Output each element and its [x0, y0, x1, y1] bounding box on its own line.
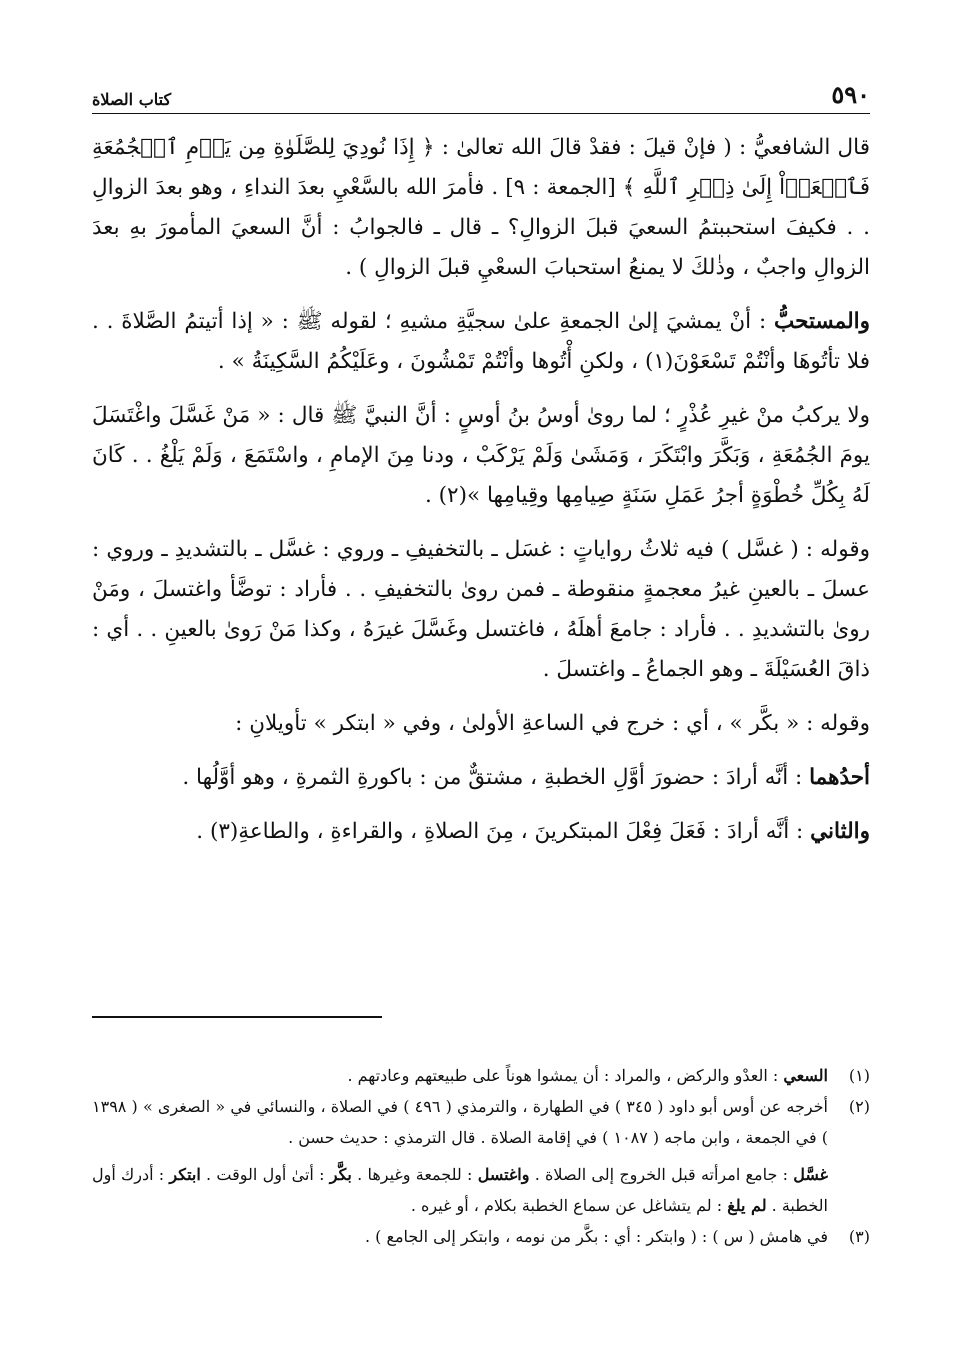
gloss-block: غسَّل : جامع امرأته قبل الخروج إلى الصلاة . واغتسل : للجمعة وغيرها . بكَّر : أتىٰ أول الوقت . ابتكر : أدرك أول الخطبة . لم يلغ : لم يتشاغل عن سماع الخطبة بكلام ، أو غيره .: [92, 1165, 829, 1215]
footnote: (٢) أخرجه عن أوس أبو داود ( ٣٤٥ ) في الطهارة ، والترمذي ( ٤٩٦ ) في الصلاة ، والنسائي في « الصغرى » ( ١٣٩٨ ) في الجمعة ، وابن ماجه ( ١٠٨٧ ) في إقامة الصلاة . قال الترمذي : حديث حسن .: [92, 1097, 870, 1147]
paragraph: والثاني : أنَّه أرادَ : فَعَلَ فِعْلَ المبتكرينَ ، مِنَ الصلاةِ ، والقراءةِ ، والطاعةِ(٣) .: [196, 819, 870, 844]
main-text: [92, 128, 870, 866]
paragraph: وقوله : « بكَّر » ، أي : خرج في الساعةِ الأولىٰ ، وفي « ابتكر » تأويلانِ :: [235, 711, 870, 736]
paragraph: قال الشافعيُّ : ( فإنْ قيلَ : فقدْ قالَ الله تعالىٰ : ﴿ إِذَا نُودِيَ لِلصَّلَوٰةِ مِن يَوۡمِ ٱلۡجُمُعَةِ فَٱسۡعَوۡاْ إِلَىٰ ذِكۡرِ ٱللَّهِ ﴾ [الجمعة : ٩] . فأمرَ الله بالسَّعْيِ بعدَ النداءِ ، وهو بعدَ الزوالِ . . فكيفَ استحببتمُ السعيَ قبلَ الزوالِ؟ ـ قال ـ فالجوابُ : أنَّ السعيَ المأمورَ بهِ بعدَ الزوالِ واجبٌ ، وذٰلكَ لا يمنعُ استحبابَ السعْيِ قبلَ الزوالِ ) .: [92, 135, 871, 280]
footnote-separator: [92, 1016, 382, 1018]
paragraph: أحدُهما : أنَّه أرادَ : حضورَ أوَّلِ الخطبةِ ، مشتقٌّ من : باكورةِ الثمرةِ ، وهو أوَّلُها .: [182, 765, 870, 790]
footnote: (٣) في هامش ( س ) : ( وابتكر : أي : بكَّر من نومه ، وابتكر إلى الجامع ) .: [364, 1227, 870, 1246]
paragraph: وقوله : ( غسَّل ) فيه ثلاثُ رواياتٍ : غسَل ـ بالتخفيفِ ـ وروي : غسَّل ـ بالتشديدِ ـ وروي : عسلَ ـ بالعينِ غيرُ معجمةٍ منقوطة ـ فمن روىٰ بالتخفيفِ . . فأراد : توضَّأ واغتسلَ ، ومَنْ روىٰ بالتشديدِ . . فأراد : جامعَ أهلَهُ ، فاغتسل وغَسَّلَ غيرَهُ ، وكذا مَنْ رَوىٰ بالعينِ . . أي : ذاقَ العُسَيْلَةَ ـ وهو الجماعُ ـ واغتسلَ .: [92, 537, 870, 682]
paragraph: ولا يركبُ منْ غيرِ عُذْرٍ ؛ لما روىٰ أوسُ بنُ أوسٍ : أنَّ النبيَّ ﷺ قال : « مَنْ غَسَّلَ واغْتَسَلَ يومَ الجُمُعَةِ ، وَبَكَّرَ وابْتَكَرَ ، وَمَشَىٰ وَلَمْ يَرْكَبْ ، ودنا مِنَ الإمامِ ، واسْتَمَعَ ، وَلَمْ يَلْغُ . . كَانَ لَهُ بِكُلِّ خُطْوَةٍ أجرُ عَمَلِ سَنَةٍ صِيامِها وقِيامِها »(٢) .: [92, 403, 870, 508]
page-header: [92, 80, 870, 114]
paragraph: والمستحبُّ : أنْ يمشيَ إلىٰ الجمعةِ علىٰ سجيَّةِ مشيهِ ؛ لقوله ﷺ : « إذا أتيتمُ الصَّلاةَ . . فلا تأتُوهَا وأنْتُمْ تَسْعَوْنَ(١) ، ولكنِ أْتُوها وأنْتُمْ تَمْشُونَ ، وعَلَيْكُمُ السَّكِينَةُ » .: [92, 309, 870, 374]
footnote: (١) السعي : العدْو والركض ، والمراد : أن يمشوا هوناً على طبيعتهم وعادتهم .: [347, 1066, 870, 1085]
footnotes: [92, 1060, 870, 1252]
page-number: ٥٩٠: [831, 80, 870, 109]
running-title: كتاب الصلاة: [92, 90, 172, 109]
